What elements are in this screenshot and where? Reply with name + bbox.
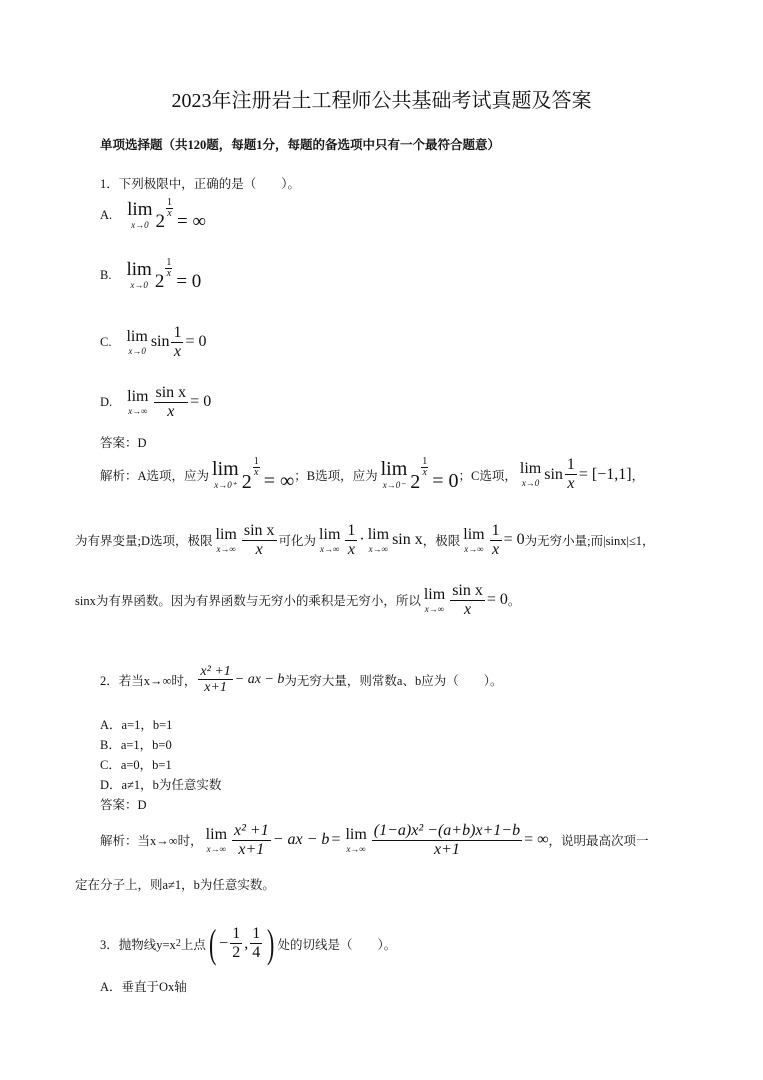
rhs: = 0 — [176, 271, 202, 292]
frac-den: x — [492, 540, 500, 558]
frac-den: x — [347, 540, 355, 558]
frac-den: 2 — [232, 944, 241, 961]
text: 3．抛物线y=x — [100, 937, 176, 952]
frac-den: x — [173, 342, 182, 360]
section-heading: 单项选择题（共120题，每题1分，每题的备选项中只有一个最符合题意） — [100, 138, 501, 152]
lim: lim — [215, 525, 237, 543]
frac-den: x — [463, 600, 472, 618]
frac-num: 1 — [232, 925, 241, 943]
frac-num: 1 — [252, 925, 261, 943]
q1-explanation-line3 — [75, 582, 520, 618]
base: 2 — [155, 210, 165, 232]
superscript: 2 — [175, 938, 181, 949]
exp-den: x — [253, 467, 259, 478]
lim-sub: x→∞ — [320, 543, 340, 554]
frac-num: sin x — [452, 582, 483, 599]
rhs: = 0 — [432, 470, 459, 492]
lim: lim — [519, 460, 542, 477]
exp-num: 1 — [166, 256, 172, 268]
base: 2 — [154, 270, 165, 292]
lim-sub: x→0⁺ — [214, 480, 237, 490]
lim-sub: x→∞ — [464, 543, 484, 554]
expr: − ax − b — [234, 671, 285, 687]
frac-num: 1 — [347, 522, 356, 539]
q2-explanation-line1 — [100, 822, 649, 858]
comma: , — [244, 934, 249, 952]
lim: lim — [380, 458, 408, 480]
exp-num: 1 — [253, 455, 259, 467]
option-label: D. — [100, 394, 113, 409]
frac-den: x+1 — [204, 680, 227, 696]
frac-num: sin x — [243, 522, 275, 539]
q3-stem — [100, 920, 396, 967]
lim-sub: x→∞ — [424, 603, 445, 614]
q2-option-b: B．a=1，b=0 — [100, 738, 172, 752]
rhs: = 0 — [185, 333, 207, 351]
frac-den: x+1 — [433, 840, 460, 858]
frac-num: x² +1 — [234, 822, 269, 839]
exp-num: 1 — [422, 455, 428, 467]
q2-stem — [100, 664, 502, 696]
lim: lim — [345, 825, 367, 843]
q2-option-a: A．a=1，b=1 — [100, 718, 173, 732]
text: 解析：A选项，应为 — [100, 468, 210, 483]
lim: lim — [367, 525, 390, 543]
lim: lim — [205, 825, 228, 843]
base: 2 — [410, 470, 421, 493]
q3-option-a: A．垂直于Ox轴 — [100, 980, 187, 994]
left-paren: ( — [208, 921, 217, 966]
frac-num: 1 — [173, 324, 182, 341]
frac-den: x — [167, 402, 175, 420]
lim: lim — [126, 259, 152, 280]
frac-num: 1 — [491, 522, 500, 539]
q2-explanation-line2: 定在分子上，则a≠1，b为任意实数。 — [75, 878, 275, 892]
text: ，说明最高次项一 — [548, 834, 649, 849]
frac-den: 4 — [252, 944, 261, 961]
minus: − — [219, 934, 229, 952]
lim: lim — [463, 525, 485, 543]
dot: · — [359, 531, 365, 549]
frac-den: x — [255, 540, 263, 558]
expr: − ax − b — [272, 831, 330, 849]
exp-den: x — [422, 467, 427, 478]
frac-num: sin x — [155, 384, 187, 401]
base: 2 — [241, 470, 252, 493]
lim-sub: x→∞ — [206, 843, 227, 854]
lim: lim — [127, 199, 153, 220]
lim-sub: x→0 — [131, 220, 149, 230]
text: 可化为 — [278, 534, 317, 549]
rhs: = ∞ — [524, 831, 549, 849]
q1-option-d — [100, 384, 211, 420]
exp-den: x — [167, 208, 172, 220]
func: sin — [150, 333, 170, 351]
lim-sub: x→∞ — [368, 543, 389, 554]
frac-num: (1−a)x² −(a+b)x+1−b — [373, 822, 521, 839]
lim-sub: x→0⁻ — [382, 480, 406, 490]
frac-den: x — [567, 475, 575, 492]
lim-sub: x→0 — [521, 478, 540, 488]
text: 处的切线是（ ）。 — [277, 937, 397, 952]
text: sinx为有界函数。因为有界函数与无穷小的乘积是无穷小，所以 — [75, 594, 421, 609]
frac-den: x+1 — [238, 840, 265, 858]
q2-option-c: C．a=0，b=1 — [100, 758, 172, 772]
rhs: = ∞ — [177, 211, 207, 232]
text: ，极限 — [422, 534, 461, 549]
lim-sub: x→0 — [128, 345, 146, 356]
q1-option-a — [100, 197, 206, 233]
frac-num: 1 — [566, 456, 575, 474]
func: sin — [544, 465, 563, 483]
option-label: B. — [100, 267, 112, 282]
option-label: C. — [100, 334, 112, 349]
text: ；B选项，应为 — [294, 468, 378, 483]
text: 上点 — [180, 937, 206, 952]
lim: lim — [126, 327, 148, 345]
q1-option-b — [100, 257, 201, 293]
text: 。 — [507, 594, 521, 609]
exp-den: x — [166, 268, 172, 280]
q1-explanation-line1 — [100, 456, 644, 493]
expr: sin x — [392, 531, 423, 549]
rhs: = 0 — [190, 393, 212, 411]
lim: lim — [319, 525, 341, 543]
rhs: = 0 — [503, 531, 525, 549]
option-label: A. — [100, 207, 113, 222]
q2-option-d: D．a≠1，b为任意实数 — [100, 778, 222, 792]
lim-sub: x→∞ — [216, 543, 236, 554]
page-title: 2023年注册岩土工程师公共基础考试真题及答案 — [171, 90, 592, 112]
q1-option-c — [100, 324, 207, 360]
text: 为有界变量;D选项，极限 — [75, 534, 213, 549]
lim: lim — [127, 387, 149, 405]
text: 为无穷大量，则常数a、b应为（ ）。 — [284, 673, 503, 688]
frac-num: x² +1 — [200, 664, 231, 679]
lim-sub: x→∞ — [128, 405, 148, 416]
q1-answer: 答案：D — [100, 436, 147, 450]
rhs: = [−1,1] — [578, 465, 632, 483]
lim-sub: x→0 — [130, 280, 148, 290]
lim: lim — [423, 585, 446, 603]
lim-sub: x→∞ — [346, 843, 366, 854]
rhs: = 0 — [486, 591, 508, 609]
rhs: = ∞ — [263, 470, 295, 492]
exp-num: 1 — [167, 196, 172, 208]
text: ；C选项， — [458, 468, 517, 483]
q2-answer: 答案：D — [100, 798, 147, 812]
text: 为无穷小量;而|sinx|≤1， — [524, 534, 655, 549]
q1-explanation-line2 — [75, 522, 655, 558]
text: 2．若当x→∞时， — [100, 673, 197, 688]
text: ， — [631, 468, 645, 483]
right-paren: ) — [267, 921, 275, 966]
lim: lim — [212, 458, 239, 480]
q1-stem: 1．下列极限中，正确的是（ ）。 — [100, 177, 301, 191]
text: 解析：当x→∞时， — [100, 834, 203, 849]
equals: = — [331, 831, 341, 849]
